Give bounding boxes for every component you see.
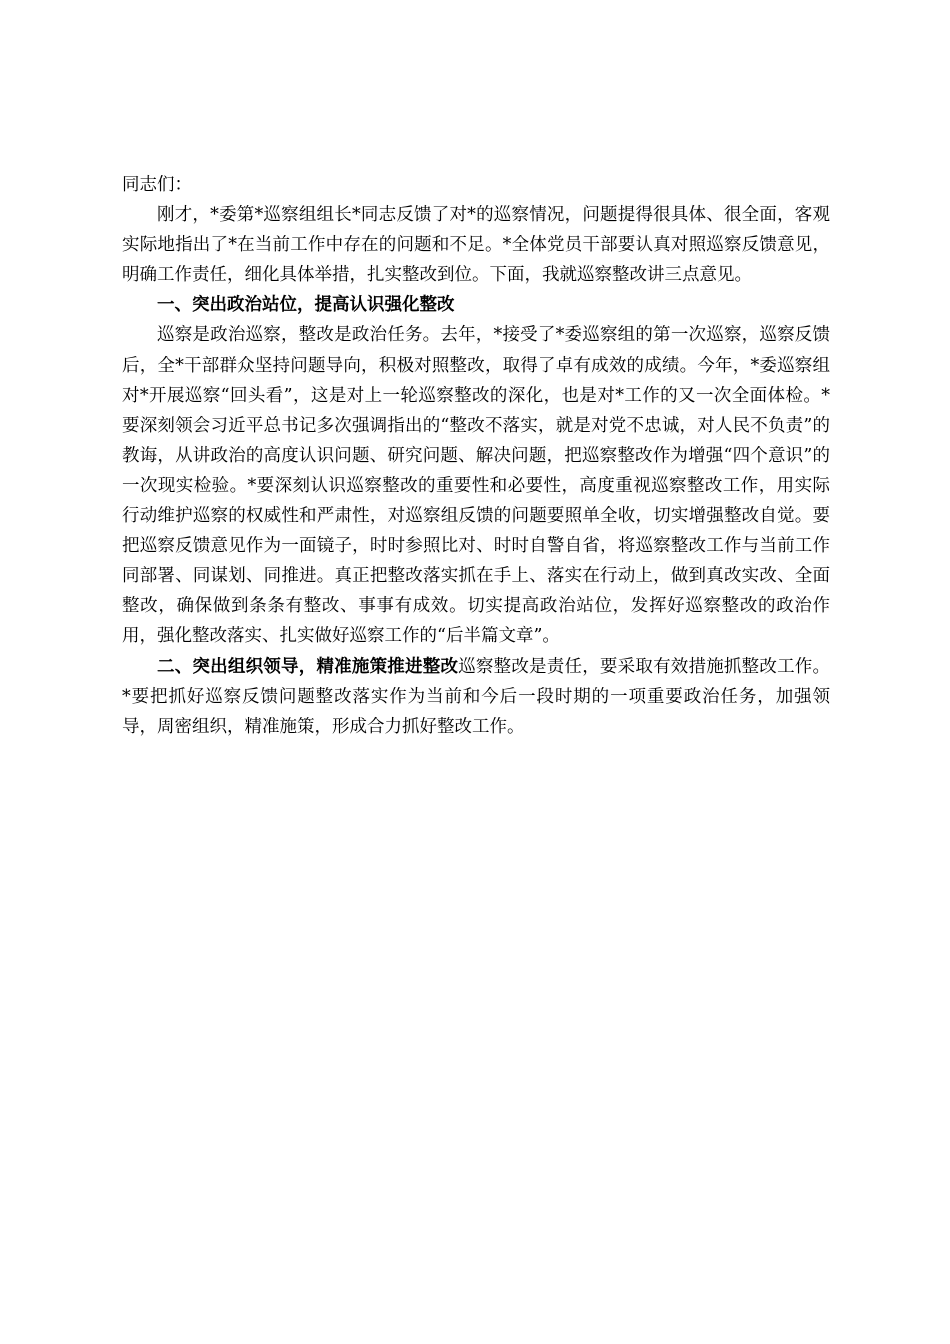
- paragraph-section-two-body: 巡察整改是责任，要采取有效措施抓整改工作。*要把抓好巡察反馈问题整改落实作为当前和今后一段时期的一项重要政治任务，加强领导，周密组织，精准施策，形成合力抓好整改工作。: [122, 656, 831, 737]
- paragraph-section-one-body: 巡察是政治巡察，整改是政治任务。去年，*接受了*委巡察组的第一次巡察，巡察反馈后，全*干部群众坚持问题导向，积极对照整改，取得了卓有成效的成绩。今年，*委巡察组对*开展巡察“回头看”，这是对上一轮巡察整改的深化，也是对*工作的又一次全面体检。*要深刻领会习近平总书记多次强调指出的“整改不落实，就是对党不忠诚，对人民不负责”的教诲，从讲政治的高度认识问题、研究问题、解决问题，把巡察整改作为增强“四个意识”的一次现实检验。*要深刻认识巡察整改的重要性和必要性，高度重视巡察整改工作，用实际行动维护巡察的权威性和严肃性，对巡察组反馈的问题要照单全收，切实增强整改自觉。要把巡察反馈意见作为一面镜子，时时参照比对、时时自警自省，将巡察整改工作与当前工作同部署、同谋划、同推进。真正把整改落实抓在手上、落实在行动上，做到真改实改、全面整改，确保做到条条有整改、事事有成效。切实提高政治站位，发挥好巡察整改的政治作用，强化整改落实、扎实做好巡察工作的“后半篇文章”。: [122, 325, 830, 647]
- paragraph-opening: 刚才，*委第*巡察组组长*同志反馈了对*的巡察情况，问题提得很具体、很全面，客观实际地指出了*在当前工作中存在的问题和不足。*全体党员干部要认真对照巡察反馈意见，明确工作责任，细化具体举措，扎实整改到位。下面，我就巡察整改讲三点意见。: [122, 205, 830, 286]
- document-body: [122, 170, 830, 743]
- heading-section-two-label: 二、突出组织领导，精准施策推进整改: [157, 656, 459, 677]
- heading-section-two: [122, 652, 830, 742]
- paragraph-salutation: 同志们：: [122, 175, 192, 195]
- page-blank-area: [122, 742, 830, 743]
- heading-section-one: 一、突出政治站位，提高认识强化整改: [157, 295, 455, 316]
